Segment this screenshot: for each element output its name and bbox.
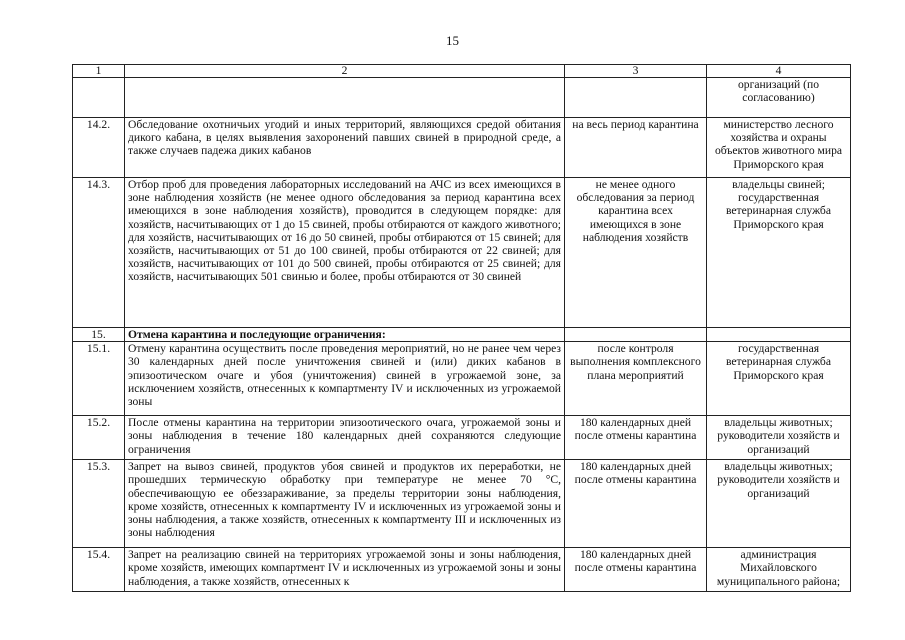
header-col-1: 1 [73, 65, 125, 78]
row-responsible: государственная ветеринарная служба Приморского края [707, 342, 851, 416]
row-period [565, 328, 707, 342]
row-number: 15.1. [73, 342, 125, 416]
row-number: 15.2. [73, 416, 125, 460]
row-number [73, 78, 125, 118]
header-col-3: 3 [565, 65, 707, 78]
section-heading: Отмена карантина и последующие ограничения: [125, 328, 565, 342]
page-number: 15 [446, 33, 459, 48]
header-col-4: 4 [707, 65, 851, 78]
row-number: 15. [73, 328, 125, 342]
row-responsible: администрация Михайловского муниципального района; [707, 548, 851, 592]
row-responsible [707, 328, 851, 342]
table-row [73, 460, 851, 548]
row-period: не менее одного обследования за период карантина всех имеющихся в зоне наблюдения хозяйств [565, 178, 707, 328]
row-responsible: владельцы животных; руководители хозяйств и организаций [707, 460, 851, 548]
table-row [73, 118, 851, 178]
row-period: 180 календарных дней после отмены карантина [565, 548, 707, 592]
row-period: на весь период карантина [565, 118, 707, 178]
row-period: после контроля выполнения комплексного плана мероприятий [565, 342, 707, 416]
measures-table [72, 64, 851, 592]
row-description: Отмену карантина осуществить после проведения мероприятий, но не ранее чем через 30 календарных дней после уничтожения свиней и (или) диких кабанов в эпизоотическом очаге и убоя (уничтожения) свиней в угрожаемой зоне, за исключением хозяйств, отнесенных к компартменту IV и исключенных из угрожаемой зоны [125, 342, 565, 416]
row-number: 14.2. [73, 118, 125, 178]
row-responsible: организаций (по согласованию) [707, 78, 851, 118]
row-number: 15.3. [73, 460, 125, 548]
row-description: Обследование охотничьих угодий и иных территорий, являющихся средой обитания дикого кабана, в целях выявления захоронений павших свиней в природной среде, а также случаев падежа диких кабанов [125, 118, 565, 178]
row-responsible: владельцы животных; руководители хозяйств и организаций [707, 416, 851, 460]
table-row [73, 416, 851, 460]
row-description: Запрет на реализацию свиней на территориях угрожаемой зоны и зоны наблюдения, кроме хозяйств, имеющих компартмент IV и исключенных из угрожаемой зоны и зоны наблюдения, а также хозяйств, отнесенных к [125, 548, 565, 592]
row-description [125, 78, 565, 118]
row-number: 14.3. [73, 178, 125, 328]
table-row [73, 342, 851, 416]
table-header-row [73, 65, 851, 78]
row-period: 180 календарных дней после отмены карантина [565, 460, 707, 548]
row-responsible: министерство лесного хозяйства и охраны объектов животного мира Приморского края [707, 118, 851, 178]
row-description: Запрет на вывоз свиней, продуктов убоя свиней и продуктов их переработки, не прошедших термическую обработку при температуре не менее 70 °С, обеспечивающую ее обеззараживание, за пределы территории зоны наблюдения, кроме хозяйств, отнесенных к компартменту IV и исключенных из угрожаемой зоны и зоны наблюдения, а также хозяйств, отнесенных к компартменту III и исключенных из зоны наблюдения [125, 460, 565, 548]
row-description: После отмены карантина на территории эпизоотического очага, угрожаемой зоны и зоны наблюдения в течение 180 календарных дней сохраняются следующие ограничения [125, 416, 565, 460]
row-period: 180 календарных дней после отмены карантина [565, 416, 707, 460]
row-period [565, 78, 707, 118]
header-col-2: 2 [125, 65, 565, 78]
table-row [73, 178, 851, 328]
row-number: 15.4. [73, 548, 125, 592]
table-row [73, 78, 851, 118]
table-row [73, 328, 851, 342]
row-responsible: владельцы свиней; государственная ветеринарная служба Приморского края [707, 178, 851, 328]
table-row [73, 548, 851, 592]
row-description: Отбор проб для проведения лабораторных исследований на АЧС из всех имеющихся в зоне наблюдения хозяйств (не менее одного обследования за период карантина всех имеющихся в зоне наблюдения хозяйств), проводится в следующем порядке: для хозяйств, насчитывающих от 1 до 15 свиней, пробы отбираются от каждого животного; для хозяйств, насчитывающих от 16 до 50 свиней, пробы отбираются от 15 свиней; для хозяйств, насчитывающих от 51 до 100 свиней, пробы отбираются от 22 свиней; для хозяйств, насчитывающих от 101 до 500 свиней, пробы отбираются от 25 свиней; для хозяйств, насчитывающих 501 свинью и более, пробы отбираются от 30 свиней [125, 178, 565, 328]
